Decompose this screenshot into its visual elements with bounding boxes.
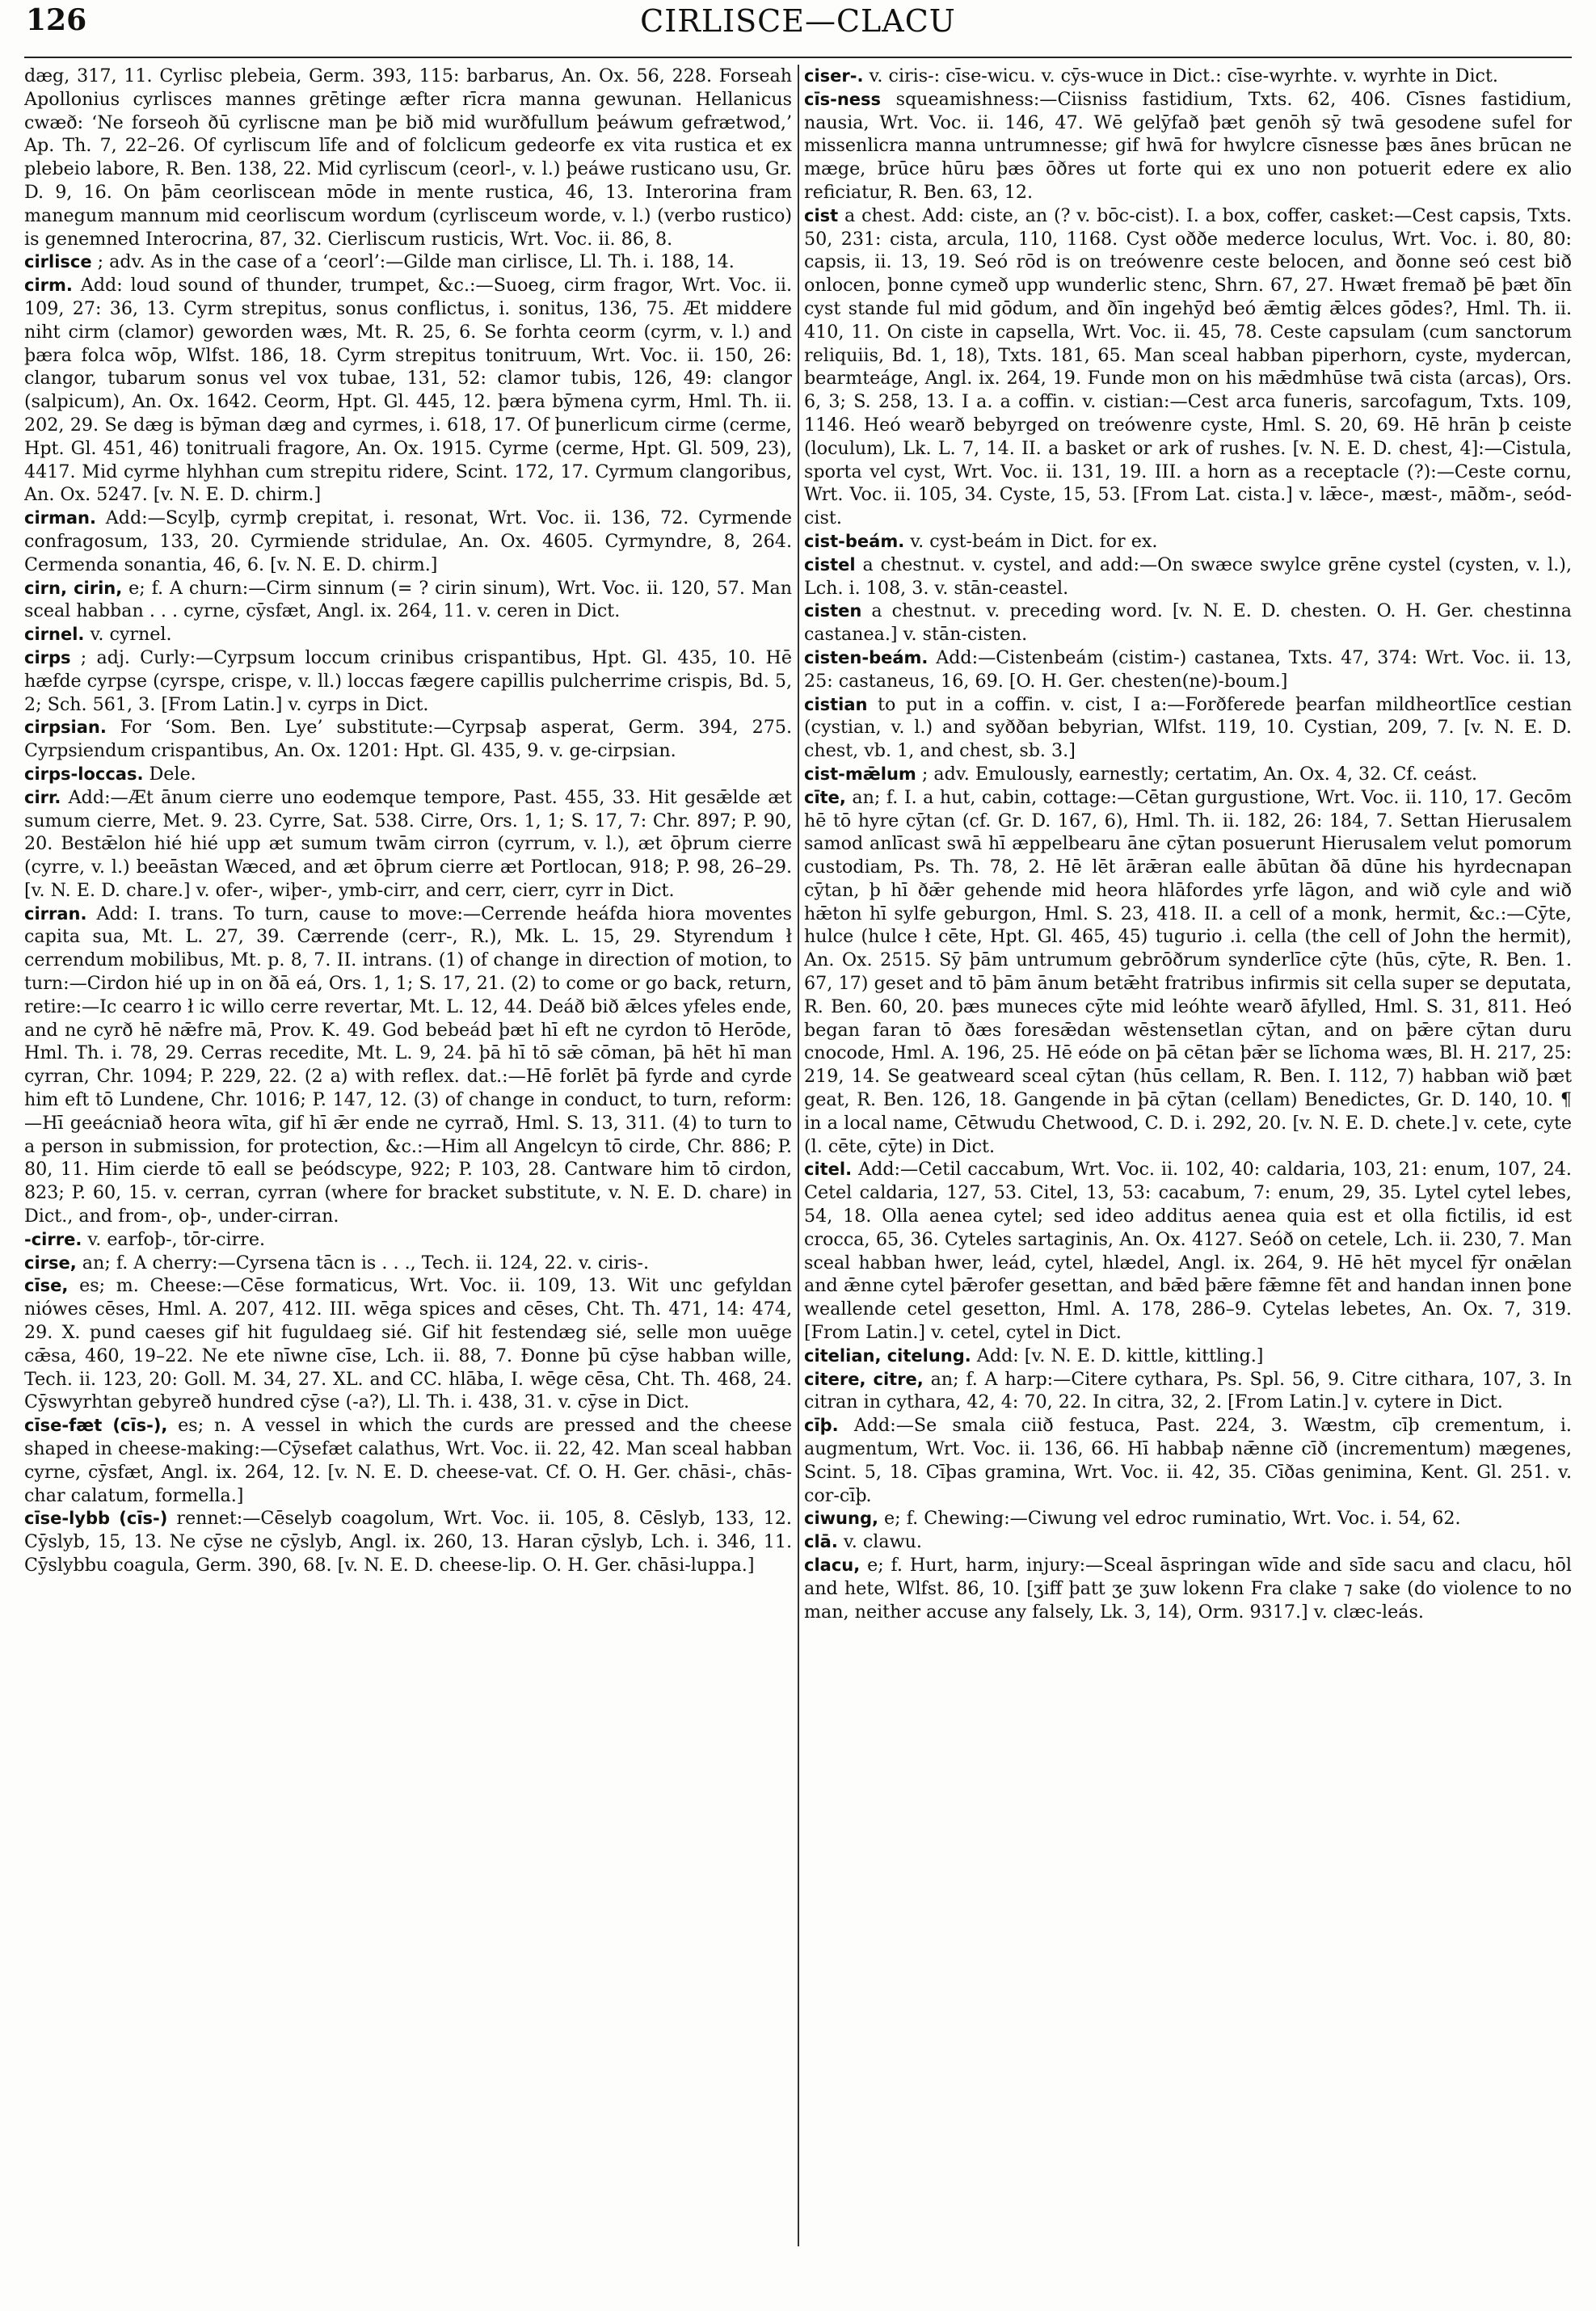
entry-text: v. cyst-beám in Dict. for ex. — [910, 530, 1158, 552]
entry-text: ; adv. Emulously, earnestly; certatim, An. Ox. 4, 32. Cf. ceást. — [921, 763, 1478, 785]
dictionary-entry — [804, 693, 1572, 763]
page-header — [24, 0, 1572, 58]
entry-headword: ciser-. — [804, 66, 864, 86]
dictionary-entry — [804, 646, 1572, 693]
page-number: 126 — [26, 3, 87, 37]
dictionary-entry — [804, 65, 1572, 88]
entry-headword: citelian, citelung. — [804, 1345, 971, 1366]
entry-headword: cīþ. — [804, 1416, 839, 1436]
dictionary-entry — [804, 600, 1572, 646]
entry-headword: cisten-beám. — [804, 647, 929, 667]
entry-text: Add:—Æt ānum cierre uno eodemque tempore, Past. 455, 33. Hit gesǣlde æt sumum cierre, Met. 9. 23. Cyrre, Sat. 538. Cirre, Ors. 1, 1; S. 17, 7: Chr. 897; P. 90, 20. Bestǣlon hié hié upp æt sumum twām cirron (cyrrum, v. l.), æt ōþrum cierre (cyrre, v. l.) beeāstan Wæced, and æt ōþrum cierre æt Portlocan, 918; P. 98, 26–29. [v. N. E. D. chare.] v. ofer-, wiþer-, ymb-cirr, and cerr, cierr, cyrr in Dict. — [24, 786, 792, 901]
right-column — [804, 65, 1572, 2295]
entry-headword: cirps-loccas. — [24, 764, 144, 784]
entry-headword: cirps — [24, 647, 71, 667]
dictionary-entry — [24, 1414, 792, 1507]
dictionary-entry — [804, 763, 1572, 786]
entry-headword: cist-beám. — [804, 531, 905, 551]
entry-text: Add:—Cetil caccabum, Wrt. Voc. ii. 102, 40: caldaria, 103, 21: enum, 107, 24. Cetel caldaria, 127, 53. Citel, 13, 53: cacabum, 7: enum, 29, 35. Lytel cytel lebes, 54, 18. Olla aenea cytel; sed ideo additus aenea quia est et olla fictilis, id est crocca, 65, 36. Cyteles sartaginis, An. Ox. 4127. Seóð on cetele, Lch. ii. 230, 7. Man sceal habban hwer, leád, cytel, hlædel, Angl. ix. 264, 9. Hē hēt mycel fȳr onǣlan and ǣnne cytel þǣrofer gesettan, and bǣd þǣre fǣmne fēt and handan innen þone weallende cetel gesetton, Hml. A. 178, 286–9. Cytelas lebetes, An. Ox. 7, 319. [From Latin.] v. cetel, cytel in Dict. — [804, 1159, 1572, 1344]
dictionary-entry — [24, 646, 792, 716]
entry-text: For ‘Som. Ben. Lye’ substitute:—Cyrpsaþ asperat, Germ. 394, 275. Cyrpsiendum crispantibus, An. Ox. 1201: Hpt. Gl. 435, 9. v. ge-cirpsian. — [24, 717, 792, 762]
entry-headword: cirpsian. — [24, 718, 107, 738]
entry-text: an; f. A cherry:—Cyrsena tācn is . . ., Tech. ii. 124, 22. v. ciris-. — [82, 1252, 650, 1273]
entry-headword: citere, citre, — [804, 1369, 924, 1389]
dictionary-entry — [24, 623, 792, 646]
entry-headword: cirr. — [24, 787, 61, 807]
left-column — [24, 65, 792, 2295]
entry-headword: cirm. — [24, 276, 73, 296]
dictionary-entry — [804, 530, 1572, 554]
entry-headword: ciwung, — [804, 1509, 878, 1529]
dictionary-entry — [24, 577, 792, 624]
entry-text: Add: loud sound of thunder, trumpet, &c.:—Suoeg, cirm fragor, Wrt. Voc. ii. 109, 27: 36, 13. Cyrm strepitus, sonus conflictus, i. sonitus, 136, 75. Æt middere niht cirm (clamor) geworden wæs, Mt. R. 25, 6. Se forhta ceorm (cyrm, v. l.) and þæra folca wōp, Wlfst. 186, 18. Cyrm strepitus tonitruum, Wrt. Voc. ii. 150, 26: clangor, tubarum sonus vel vox tubae, 131, 52: clamor tubis, 126, 49: clangor (salpicum), An. Ox. 1642. Ceorm, Hpt. Gl. 445, 12. þæra bȳmena cyrm, Hml. Th. ii. 202, 29. Se dæg is bȳman dæg and cyrmes, i. 618, 17. Of þunerlicum cirme (cerme, Hpt. Gl. 451, 46) tonitruali fragore, An. Ox. 1915. Cyrme (cerme, Hpt. Gl. 509, 23), 4417. Mid cyrme hlyhhan cum strepitu ridere, Scint. 172, 17. Cyrmum clangoribus, An. Ox. 5247. [v. N. E. D. chirm.] — [24, 275, 792, 506]
dictionary-entry — [804, 1530, 1572, 1554]
dictionary-entry — [804, 1345, 1572, 1368]
entry-text: rennet:—Cēselyb coagolum, Wrt. Voc. ii. 105, 8. Cēslyb, 133, 12. Cȳslyb, 15, 13. Ne cȳse ne cȳslyb, Angl. ix. 260, 13. Haran cȳslyb, Lch. i. 346, 11. Cȳslybbu coagula, Germ. 390, 68. [v. N. E. D. cheese-lip. O. H. Ger. chāsi-luppa.] — [24, 1508, 792, 1576]
entry-text: ; adj. Curly:—Cyrpsum loccum crinibus crispantibus, Hpt. Gl. 435, 10. Hē hæfde cyrpse (cyrspe, crispe, v. ll.) loccas fægere capillis pulcherrime crispis, Bd. 5, 2; Sch. 561, 3. [From Latin.] v. cyrps in Dict. — [24, 646, 792, 715]
dictionary-entry — [24, 1507, 792, 1576]
entry-headword: clacu, — [804, 1555, 861, 1575]
entry-headword: cīse-lybb (cīs-) — [24, 1509, 168, 1529]
dictionary-entry — [24, 786, 792, 903]
entry-headword: cirman. — [24, 508, 96, 528]
entry-text: a chestnut. v. cystel, and add:—On swæce swylce grēne cystel (cysten, v. l.), Lch. i. 108, 3. v. stān-ceastel. — [804, 554, 1572, 599]
entry-text: v. ciris-: cīse-wicu. v. cȳs-wuce in Dict.: cīse-wyrhte. v. wyrhte in Dict. — [869, 65, 1498, 86]
entry-headword: cīs-ness — [804, 89, 882, 109]
entry-headword: cirran. — [24, 903, 87, 924]
dictionary-entry — [804, 786, 1572, 1159]
entry-text: a chest. Add: ciste, an (? v. bōc-cist). I. a box, coffer, casket:—Cest capsis, Txts. 50, 231: cista, arcula, 110, 1168. Cyst oððe mederce loculus, Wrt. Voc. i. 80, 80: capsis, ii. 13, 19. Seó rōd is on treówenre ceste belocen, and ðonne seó cest bið onlocen, þonne cymeð upp wunderlic stenc, Shrn. 67, 27. Hwæt fremað þē þæt ðīn cyst stande ful mid gōdum, and ðīn ingehȳd beó ǣmtig ǣlces gōdes?, Hml. Th. ii. 410, 11. On ciste in capsella, Wrt. Voc. ii. 45, 78. Ceste capsulam (cum sanctorum reliquiis, Bd. 1, 18), Txts. 181, 65. Man sceal habban piperhorn, cyste, mydercan, bearmteáge, Angl. ix. 264, 19. Funde mon on his mǣdmhūse twā cista (arcas), Ors. 6, 3; S. 258, 13. I a. a coffin. v. cistian:—Cest arca funeris, sarcofagum, Txts. 109, 1146. Heó wearð bebyrged on treówenre cyste, Hml. S. 20, 69. Hē hrān þ ceiste (loculum), Lk. L. 7, 14. II. a basket or ark of rushes. [v. N. E. D. chest, 4]:—Cistula, sporta vel cyst, Wrt. Voc. ii. 131, 19. III. a horn as a receptacle (?):—Ceste cornu, Wrt. Voc. ii. 105, 34. Cyste, 15, 53. [From Lat. cista.] v. lǣce-, mæst-, māðm-, seód-cist. — [804, 204, 1572, 529]
dictionary-entry — [24, 1252, 792, 1275]
entry-headword: cīse, — [24, 1276, 69, 1296]
dictionary-entry — [804, 88, 1572, 204]
entry-text: Add: [v. N. E. D. kittle, kittling.] — [976, 1345, 1264, 1366]
running-head: CIRLISCE—CLACU — [640, 3, 956, 39]
entry-text: to put in a coffin. v. cist, I a:—Forðferede þearfan mildheortlīce cestian (cystian, v. l.) and syððan bebyrian, Wlfst. 119, 10. Cystian, 209, 7. [v. N. E. D. chest, vb. 1, and chest, sb. 3.] — [804, 693, 1572, 762]
entry-text: squeamishness:—Ciisniss fastidium, Txts. 62, 406. Cīsnes fastidium, nausia, Wrt. Voc. ii. 146, 47. Wē gelȳfað þæt genōh sȳ twā gesodene sufel for missenlicra manna untrumnesse; gif hwā for hwylcre cīsnesse þæs ānes brūcan ne mæge, brūce hūru þæs ōðres ut forte qui ex uno non potuerit edere ex alio reficiatur, R. Ben. 63, 12. — [804, 88, 1572, 203]
entry-headword: cisten — [804, 601, 862, 621]
entry-text: e; f. Chewing:—Ciwung vel edroc ruminatio, Wrt. Voc. i. 54, 62. — [884, 1508, 1461, 1530]
entry-text: Add:—Cistenbeám (cistim-) castanea, Txts. 47, 374: Wrt. Voc. ii. 13, 25: castaneus, 16, 69. [O. H. Ger. chesten(ne)-boum.] — [804, 646, 1572, 692]
entry-text: Add:—Se smala ciið festuca, Past. 224, 3. Wæstm, cīþ crementum, i. augmentum, Wrt. Voc. ii. 136, 66. Hī habbaþ nǣnne cīð (incrementum) mægenes, Scint. 5, 18. Cīþas gramina, Wrt. Voc. ii. 42, 35. Cīðas genimina, Kent. Gl. 251. v. cor-cīþ. — [804, 1415, 1572, 1506]
dictionary-entry — [24, 1274, 792, 1414]
entry-text: e; f. Hurt, harm, injury:—Sceal āspringan wīde and sīde sacu and clacu, hōl and hete, Wlfst. 86, 10. [ʒiff þatt ʒe ʒuw lokenn Fra clake ⁊ sake (do violence to no man, neither accuse any falsely, Lk. 3, 14), Orm. 9317.] v. clæc-leás. — [804, 1555, 1572, 1623]
dictionary-entry — [24, 65, 792, 250]
entry-headword: cīte, — [804, 787, 846, 807]
entry-headword: cistel — [804, 554, 856, 575]
entry-text: a chestnut. v. preceding word. [v. N. E. D. chesten. O. H. Ger. chestinna castanea.] v. stān-cisten. — [804, 600, 1572, 646]
entry-text: es; m. Cheese:—Cēse formaticus, Wrt. Voc. ii. 109, 13. Wit unc gefyldan niówes cēses, Hml. A. 207, 412. III. wēga spices and cēses, Cht. Th. 471, 14: 474, 29. X. pund caeses gif hit fuguldaeg sié. Gif hit festendæg sié, selle mon uuēge cǣsa, 460, 19–22. Ne ete nīwne cīse, Lch. ii. 88, 7. Ðonne þū cȳse habban wille, Tech. ii. 123, 20: Goll. M. 34, 27. XL. and CC. hlāba, I. wēge cēsa, Cht. Th. 468, 24. Cȳswyrhtan gebyreð hundred cȳse (-a?), Ll. Th. i. 438, 31. v. cȳse in Dict. — [24, 1275, 792, 1413]
entry-text: v. cyrnel. — [90, 624, 172, 646]
entry-headword: cistian — [804, 694, 868, 714]
entry-text: Dele. — [149, 763, 196, 785]
entry-headword: clā. — [804, 1532, 838, 1552]
entry-text: e; f. A churn:—Cirm sinnum (= ? cirin sinum), Wrt. Voc. ii. 120, 57. Man sceal habban . . . cyrne, cȳsfæt, Angl. ix. 264, 11. v. ceren in Dict. — [24, 577, 792, 622]
dictionary-entry — [24, 250, 792, 274]
entry-text: Add: I. trans. To turn, cause to move:—Cerrende heáfda hiora moventes capita sua, Mt. L. 27, 39. Cærrende (cerr-, R.), Mk. L. 15, 29. Styrendum ł cerrendum mobilibus, Mt. p. 8, 7. II. intrans. (1) of change in direction of motion, to turn:—Cirdon hié up in on ðā eá, Ors. 1, 1; S. 17, 21. (2) to come or go back, return, retire:—Ic cearro ł ic willo cerre revertar, Mt. L. 12, 44. Deáð bið ǣlces yfeles ende, and ne cyrð hē nǣfre mā, Prov. K. 49. God bebeád þæt hī eft ne cyrdon tō Herōde, Hml. Th. i. 78, 29. Cerras recedite, Mt. L. 9, 24. þā hī tō sǣ cōman, þā hēt hī man cyrran, Chr. 1094; P. 229, 22. (2 a) with reflex. dat.:—Hē forlēt þā fyrde and cyrde him eft tō Lundene, Chr. 1016; P. 147, 12. (3) of change in conduct, to turn, reform:—Hī geeácniað heora wīta, gif hī ǣr ende ne cyrrað, Hml. S. 13, 311. (4) to turn to a person in submission, for protection, &c.:—Him all Angelcyn tō cirde, Chr. 886; P. 80, 11. Him cierde tō eall se þeódscype, 922; P. 103, 28. Cantware him tō cirdon, 823; P. 60, 15. v. cerran, cyrran (where for bracket substitute, v. N. E. D. chare) in Dict., and from-, oþ-, under-cirran. — [24, 903, 792, 1227]
entry-text: an; f. A harp:—Citere cythara, Ps. Spl. 56, 9. Citre cithara, 107, 3. In citran in cythara, 42, 4: 70, 22. In citra, 32, 2. [From Latin.] v. cytere in Dict. — [804, 1368, 1572, 1413]
entry-headword: cist — [804, 205, 839, 225]
entry-headword: cirn, cirin, — [24, 578, 123, 598]
entry-text: an; f. I. a hut, cabin, cottage:—Cētan gurgustione, Wrt. Voc. ii. 110, 17. Gecōm hē tō hyre cȳtan (cf. Gr. D. 167, 6), Hml. Th. ii. 182, 26: 184, 7. Settan Hierusalem samod anlīcast swā hī æppelbearu āne cȳtan posuerunt Hierusalem velut pomorum custodiam, Ps. Th. 78, 2. Hē lēt ārǣran ealle ābūtan ðā dūne his hyrdecnapan cȳtan, þ hī ðǣr gehende mid heora hlāfordes yrfe lāgon, and wið cyle and wið hǣton hī sylfe geburgon, Hml. S. 23, 418. II. a cell of a monk, hermit, &c.:—Cȳte, hulce (hulce ł cēte, Hpt. Gl. 465, 45) tugurio .i. cella (the cell of John the hermit), An. Ox. 2515. Sȳ þām untrumum gebrōðrum synderlīce cȳte (hūs, cȳte, R. Ben. 1. 67, 17) geset and tō þām ānum betǣht fratribus infirmis sit cella super se deputata, R. Ben. 60, 20. þæs muneces cȳte mid leóhte wearð āfylled, Hml. S. 31, 811. Heó began faran tō ðæs foresǣdan wēstensetlan cȳtan, and on þǣre cȳtan duru cnocode, Hml. A. 196, 25. Hē eóde on þā cētan þǣr se līchoma wæs, Bl. H. 217, 25: 219, 14. Se geatweard sceal cȳtan (hūs cellam, R. Ben. I. 112, 7) habban wið þæt geat, R. Ben. 126, 18. Gangende in þā cȳtan (cellam) Benedictes, Gr. D. 140, 10. ¶ in a local name, Cētwudu Chetwood, C. D. i. 292, 20. [v. N. E. D. chete.] v. cete, cyte (l. cēte, cȳte) in Dict. — [804, 786, 1572, 1157]
dictionary-entry — [24, 507, 792, 576]
entry-text: ; adv. As in the case of a ‘ceorl’:—Gilde man cirlisce, Ll. Th. i. 188, 14. — [97, 251, 735, 273]
entry-text: v. clawu. — [843, 1531, 922, 1553]
dictionary-entry — [804, 554, 1572, 600]
entry-headword: cirlisce — [24, 252, 92, 272]
dictionary-entry — [804, 1368, 1572, 1415]
dictionary-entry — [24, 1228, 792, 1252]
entry-headword: -cirre. — [24, 1229, 82, 1249]
entry-headword: cirse, — [24, 1252, 77, 1273]
entry-text: Add:—Scylþ, cyrmþ crepitat, i. resonat, Wrt. Voc. ii. 136, 72. Cyrmende confragosum, 133, 20. Cyrmiende stridulae, An. Ox. 4605. Cyrmyndre, 8, 264. Cermenda sonantia, 46, 6. [v. N. E. D. chirm.] — [24, 507, 792, 575]
entry-text: es; n. A vessel in which the curds are pressed and the cheese shaped in cheese-making:—Cȳsefæt calathus, Wrt. Voc. ii. 22, 42. Man sceal habban cyrne, cȳsfæt, Angl. ix. 264, 12. [v. N. E. D. cheese-vat. Cf. O. H. Ger. chāsi-, chās-char calatum, formella.] — [24, 1415, 792, 1506]
dictionary-entry — [804, 1507, 1572, 1530]
entry-headword: cīse-fæt (cīs-), — [24, 1416, 168, 1436]
entry-headword: cirnel. — [24, 625, 85, 645]
dictionary-entry — [804, 1554, 1572, 1623]
dictionary-entry — [804, 204, 1572, 530]
dictionary-entry — [24, 274, 792, 507]
dictionary-entry — [804, 1158, 1572, 1344]
two-column-body — [24, 65, 1572, 2295]
entry-headword: citel. — [804, 1160, 853, 1180]
dictionary-entry — [804, 1414, 1572, 1507]
dictionary-entry — [24, 716, 792, 763]
column-divider — [798, 65, 799, 2246]
dictionary-entry — [24, 763, 792, 786]
entry-text: v. earfoþ-, tōr-cirre. — [87, 1228, 266, 1250]
dictionary-entry — [24, 903, 792, 1228]
entry-text: dæg, 317, 11. Cyrlisc plebeia, Germ. 393, 115: barbarus, An. Ox. 56, 228. Forseah Apollonius cyrlisces mannes grētinge æfter rīcra manna gewunan. Hellanicus cwæð: ‘Ne forseoh ðū cyrliscne man þe bið mid wurðfullum þeáwum gefrætwod,’ Ap. Th. 7, 22–26. Of cyrliscum līfe and of folclicum gedeorfe ex vita rustica et ex plebeio labore, R. Ben. 138, 22. Mid cyrliscum (ceorl-, v. l.) þeáwe rusticano usu, Gr. D. 9, 16. On þām ceorliscean mōde in mente rustica, 46, 13. Interorina fram manegum mannum mid ceorliscum wordum (cyrlisceum worde, v. l.) (verbo rustico) is genemned Interocrina, 87, 32. Cierliscum rusticis, Wrt. Voc. ii. 86, 8. — [24, 65, 792, 250]
entry-headword: cist-mǣlum — [804, 764, 916, 784]
